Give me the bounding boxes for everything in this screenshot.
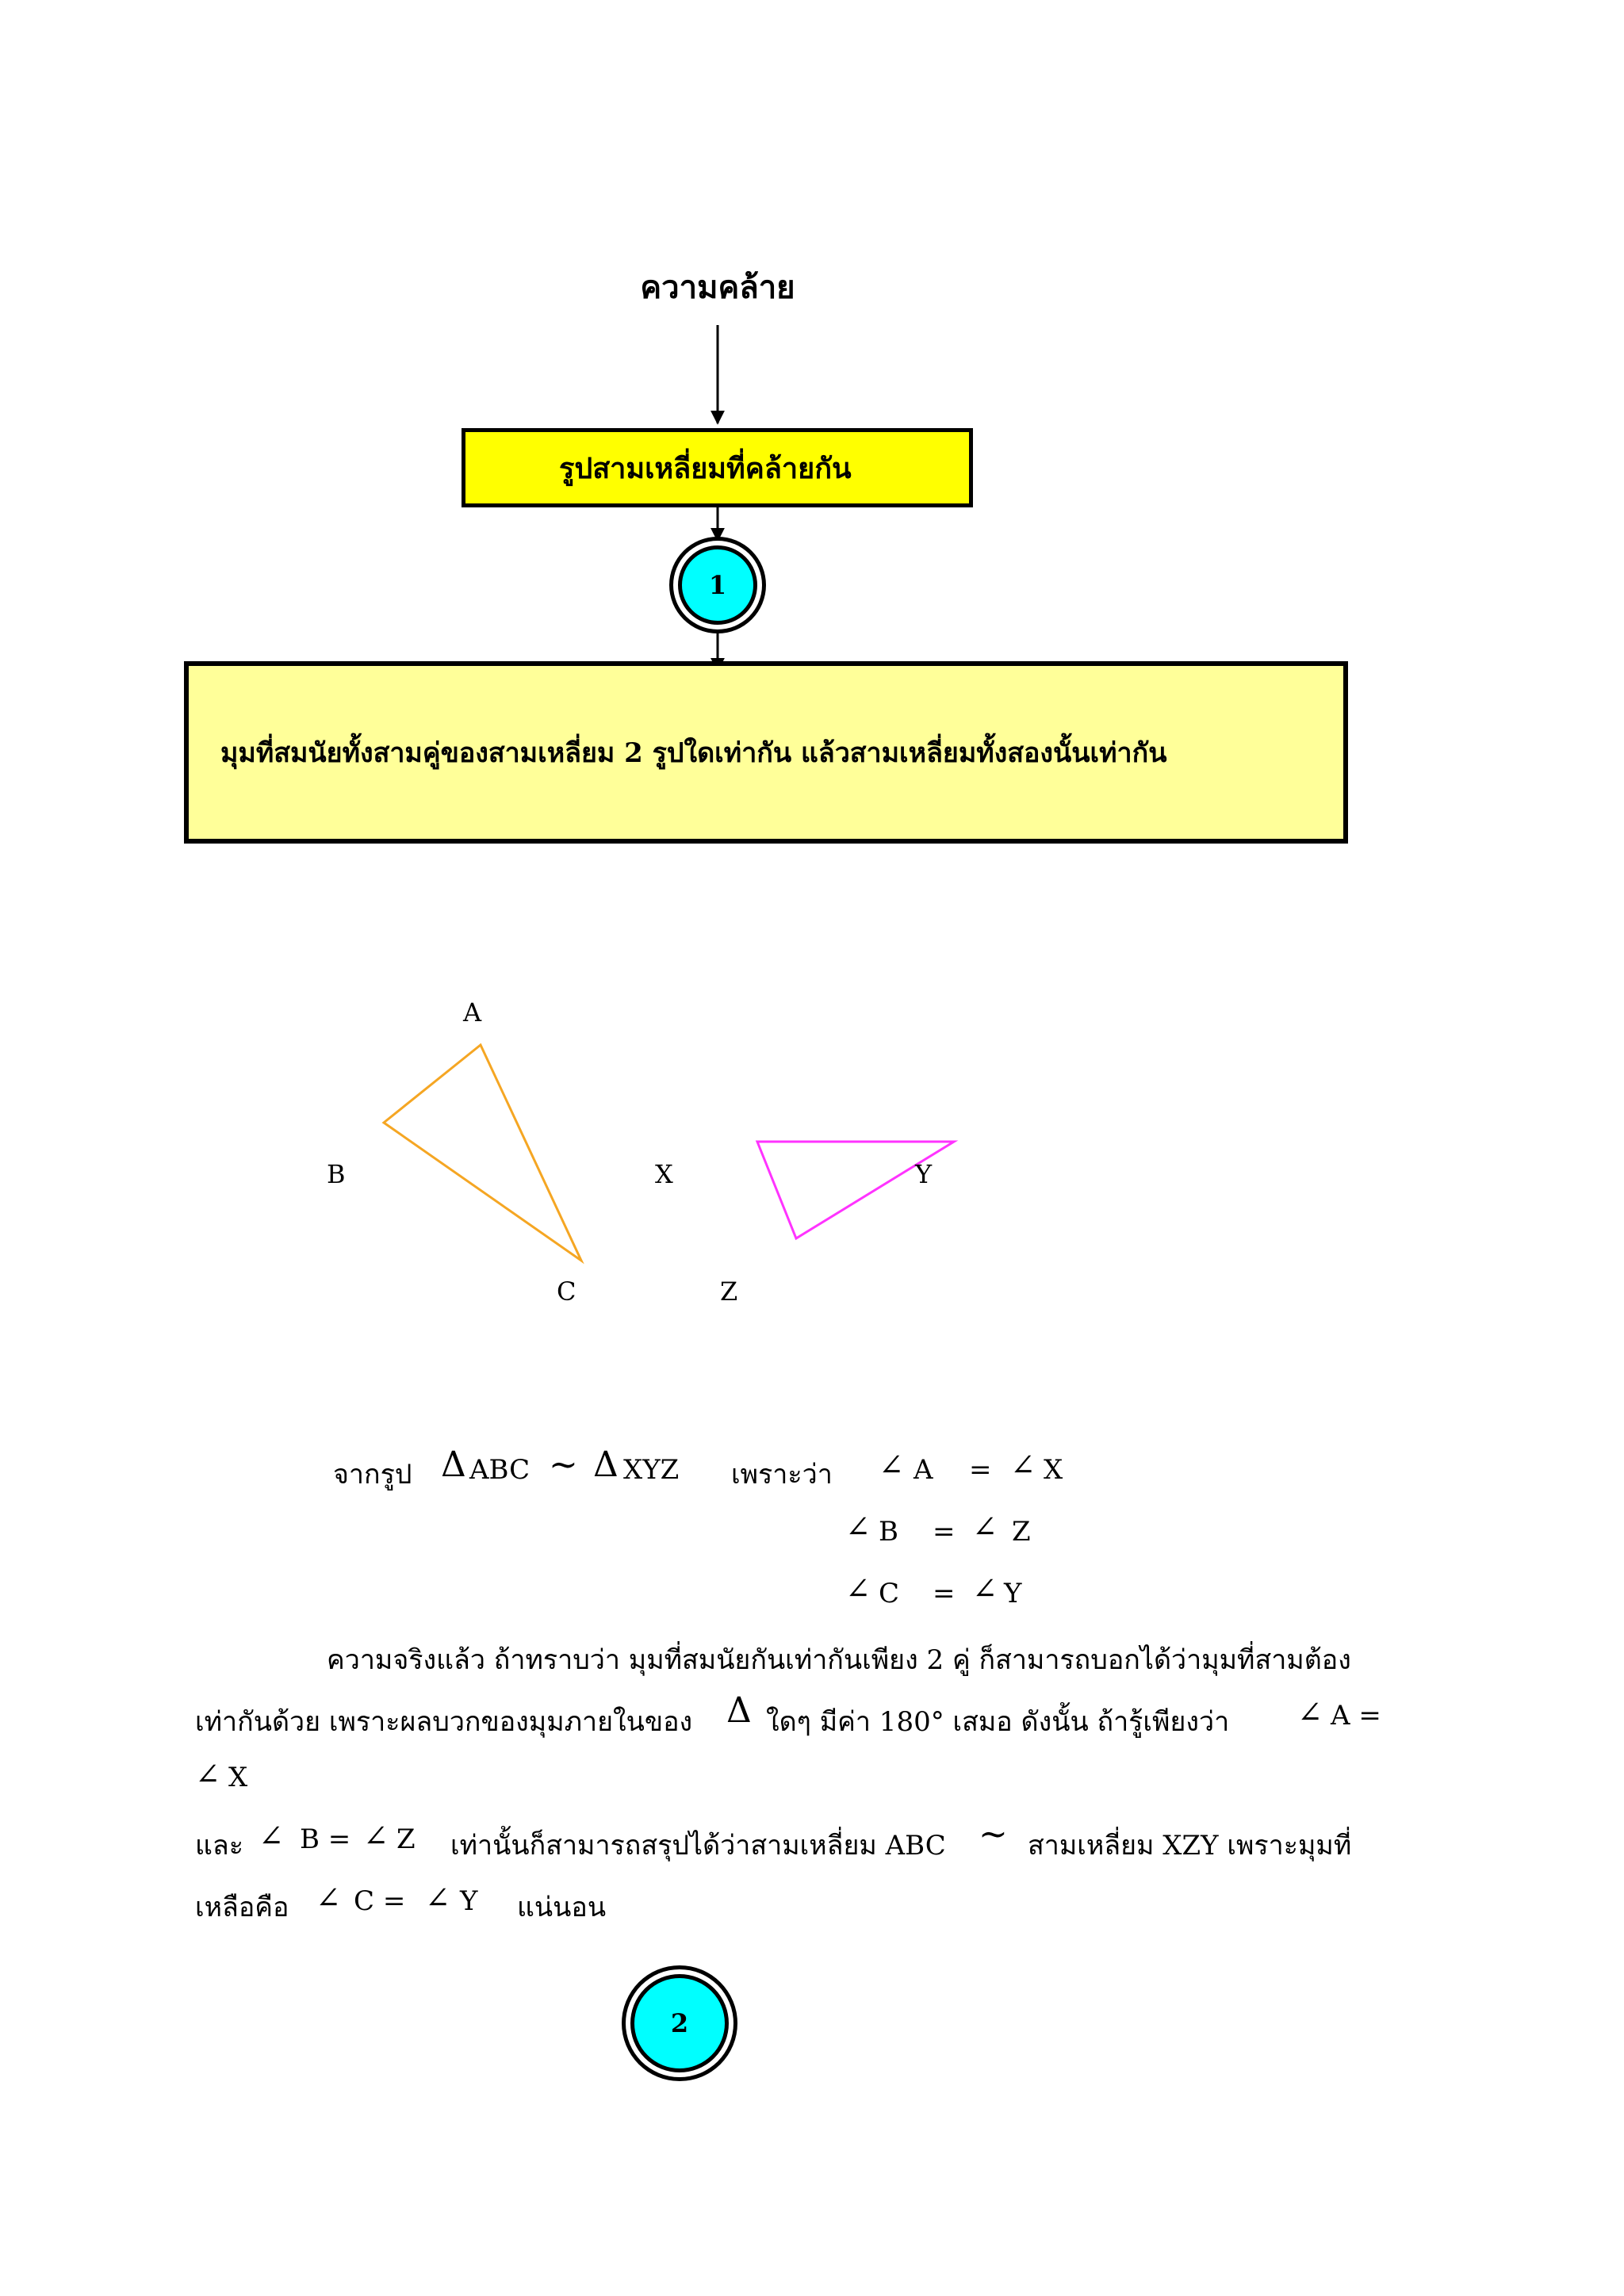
angle-icon: ∠ — [845, 1571, 871, 1606]
vertex-label-a: A — [463, 997, 482, 1027]
theorem-box — [184, 661, 1348, 844]
paragraph-line-5d: แน่นอน — [517, 1892, 607, 1923]
paragraph-line-2c: A = — [1331, 1700, 1381, 1732]
angle-icon: ∠ — [972, 1510, 998, 1544]
angle-icon: ∠ — [363, 1819, 389, 1854]
similar-symbol: ~ — [979, 1814, 1008, 1854]
paragraph-line-5b: C = — [354, 1885, 406, 1917]
page-number: 2 — [670, 2008, 689, 2038]
angle-icon: ∠ — [195, 1757, 220, 1792]
triangle-xyz-name: XYZ — [623, 1454, 680, 1486]
equals-sign: = — [969, 1454, 992, 1486]
vertex-label-b: B — [327, 1159, 346, 1189]
similar-symbol: ~ — [549, 1445, 578, 1485]
theorem-text: มุมที่สมนัยทั้งสามคู่ของสามเหลี่ยม 2 รูปใดเท่ากัน แล้วสามเหลี่ยมทั้งสองนั้นเท่ากัน — [220, 737, 1167, 769]
delta-symbol-abc: Δ — [441, 1445, 466, 1485]
paragraph-line-3: X — [228, 1762, 248, 1793]
paragraph-line-5a: เหลือคือ — [195, 1892, 289, 1923]
paragraph-line-1: ความจริงแล้ว ถ้าทราบว่า มุมที่สมนัยกันเท่ากันเพียง 2 คู่ ก็สามารถบอกได้ว่ามุมที่สามต้อง — [327, 1644, 1351, 1676]
step-1-circle — [678, 545, 757, 625]
triangle-xyz — [757, 1142, 954, 1238]
angle-icon: ∠ — [845, 1510, 871, 1544]
paragraph-line-2a: เท่ากันด้วย เพราะผลบวกของมุมภายในของ — [195, 1706, 693, 1738]
paragraph-line-4c: Z — [396, 1823, 416, 1855]
page-number-circle — [630, 1974, 729, 2072]
angle-icon: ∠ — [259, 1819, 284, 1854]
vertex-label-z: Z — [720, 1276, 738, 1307]
similar-triangles-label: รูปสามเหลี่ยมที่คล้ายกัน — [559, 451, 852, 485]
delta-symbol-xyz: Δ — [593, 1445, 619, 1485]
angle-z-label: Z — [1012, 1516, 1031, 1548]
angle-icon: ∠ — [425, 1881, 450, 1915]
flow-title: ความคล้าย — [640, 269, 795, 306]
angle-x-label: X — [1044, 1454, 1063, 1486]
similar-triangles-box — [462, 428, 973, 507]
angle-icon: ∠ — [972, 1571, 998, 1606]
vertex-label-y: Y — [915, 1159, 933, 1189]
delta-symbol: Δ — [726, 1690, 752, 1731]
equals-sign: = — [933, 1578, 956, 1609]
paragraph-line-5c: Y — [460, 1885, 478, 1917]
angle-icon: ∠ — [879, 1448, 904, 1483]
angle-b-label: B — [879, 1516, 898, 1548]
angle-icon: ∠ — [1010, 1448, 1036, 1483]
equals-sign: = — [933, 1516, 956, 1548]
paragraph-line-4e: สามเหลี่ยม XZY เพราะมุมที่ — [1028, 1830, 1352, 1862]
step-1-number: 1 — [708, 570, 727, 600]
triangle-abc-name: ABC — [469, 1454, 530, 1486]
angle-a-label: A — [914, 1454, 933, 1486]
because-label: เพราะว่า — [731, 1459, 833, 1490]
paragraph-line-4d: เท่านั้นก็สามารถสรุปได้ว่าสามเหลี่ยม ABC — [450, 1830, 946, 1862]
angle-c-label: C — [879, 1578, 900, 1609]
vertex-label-c: C — [557, 1276, 576, 1307]
angle-y-label: Y — [1004, 1578, 1022, 1609]
paragraph-line-4b: B = — [300, 1823, 351, 1855]
angle-icon: ∠ — [1297, 1695, 1323, 1730]
triangle-abc — [384, 1045, 581, 1261]
paragraph-line-2b: ใดๆ มีค่า 180° เสมอ ดังนั้น ถ้ารู้เพียงว่า — [766, 1706, 1230, 1738]
statement-prefix: จากรูป — [333, 1459, 412, 1490]
paragraph-line-4a: และ — [195, 1830, 244, 1862]
angle-icon: ∠ — [316, 1881, 341, 1915]
vertex-label-x: X — [655, 1159, 673, 1189]
